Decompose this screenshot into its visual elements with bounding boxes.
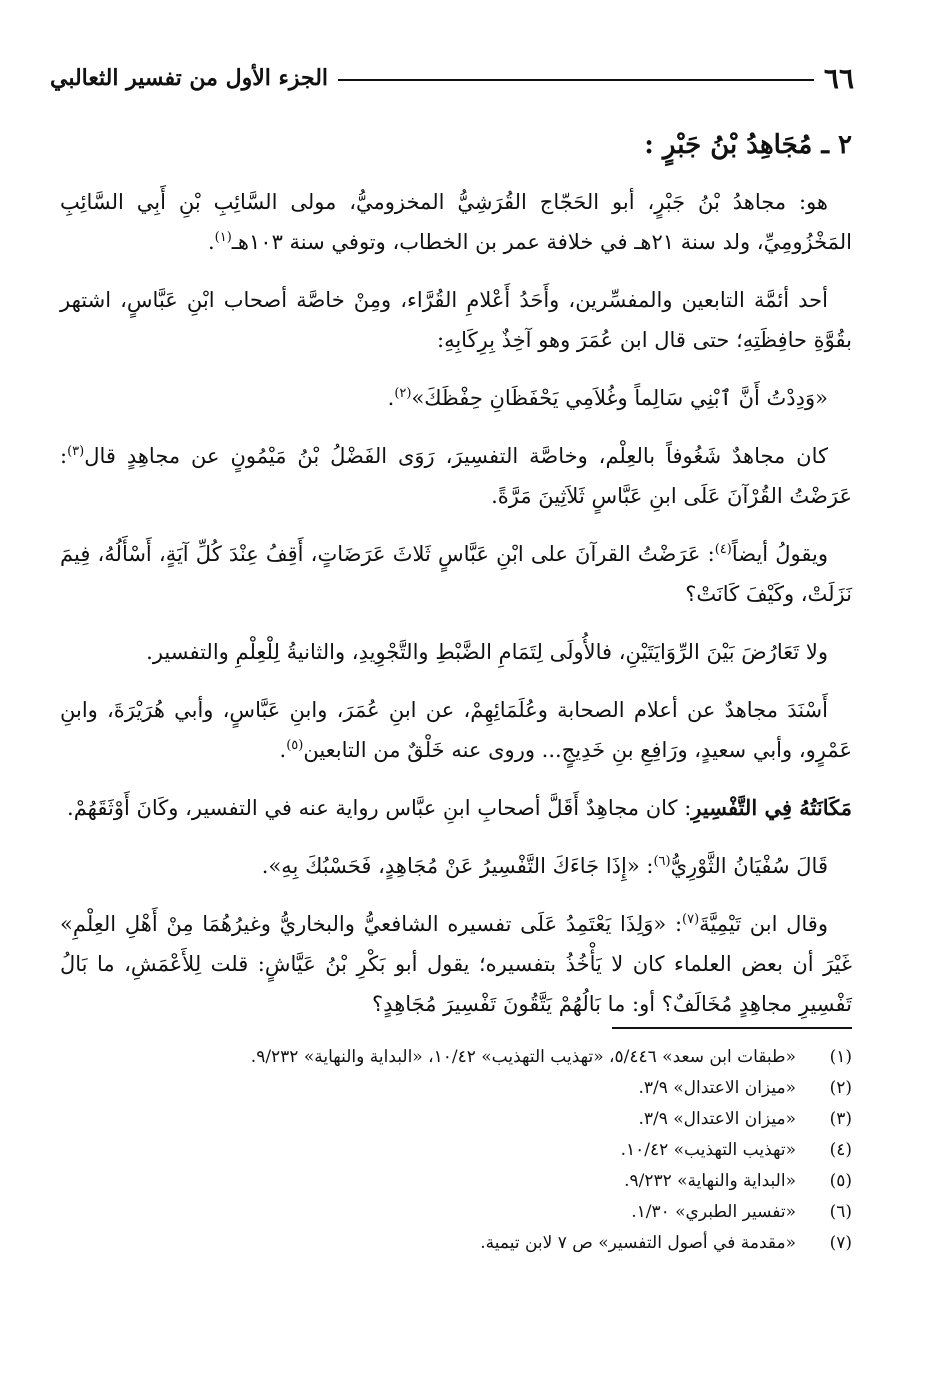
paragraph-also	[60, 534, 852, 614]
paragraph-text: : عَرَضْتُ القُرْآنَ عَلَى ابنِ عَبَّاسٍ ثَلاَثِينَ مَرَّةً.	[60, 444, 852, 508]
section-heading: ٢ ـ مُجَاهِدُ بْنُ جَبْرٍ :	[644, 130, 852, 160]
paragraph-thawri	[60, 846, 852, 886]
footnote-item	[60, 1042, 852, 1073]
footnote-text: «طبقات ابن سعد» ٥/٤٤٦، «تهذيب التهذيب» ١٠/٤٢، «البداية والنهاية» ٩/٢٣٢.	[250, 1047, 796, 1067]
footnote-number: (٦)	[829, 1202, 852, 1222]
paragraph-ibn-taymiyya	[60, 904, 852, 1024]
footnote-text: «البداية والنهاية» ٩/٢٣٢.	[624, 1171, 796, 1191]
footnote-text: «تهذيب التهذيب» ١٠/٤٢.	[620, 1140, 796, 1160]
running-title: الجزء الأول من تفسير الثعالبي	[50, 65, 329, 91]
footnote-item	[60, 1166, 852, 1197]
header-rule	[338, 79, 814, 81]
paragraph-text: ولا تَعَارُضَ بَيْنَ الرِّوَايَتَيْنِ، فالأُولَى لِتَمَامِ الضَّبْطِ والتَّجْوِيدِ، والثانيةُ لِلْعِلْمِ والتفسير.	[146, 640, 828, 664]
footnote-item	[60, 1197, 852, 1228]
footnote-ref[interactable]: (٧)	[682, 912, 700, 927]
paragraph-no-conflict	[60, 632, 852, 672]
footnote-ref[interactable]: (٢)	[394, 386, 412, 401]
page-header	[50, 60, 854, 96]
footnotes	[60, 1042, 852, 1259]
paragraph-standing	[60, 788, 852, 828]
footnote-ref[interactable]: (٦)	[653, 854, 671, 869]
paragraph-text: ويقولُ أيضاً	[731, 542, 828, 566]
footnote-ref[interactable]: (٣)	[67, 444, 85, 459]
footnote-text: «تفسير الطبري» ١/٣٠.	[631, 1202, 796, 1222]
paragraph-text: كان مجاهدٌ شَغُوفاً بالعِلْم، وخاصَّة التفسِيرَ، رَوَى الفَضْلُ بْنُ مَيْمُونٍ عن مجاهِدٍ قال	[84, 444, 828, 468]
subheading-standing: مَكَانَتُهُ فِي التَّفْسِيرِ	[691, 795, 852, 820]
paragraph-text: : عَرَضْتُ القرآنَ على ابْنِ عَبَّاسٍ ثَلاثَ عَرَضَاتٍ، أَقِفُ عِنْدَ كُلِّ آيَةٍ، أَسْأَلُهُ، فِيمَ نَزَلَتْ، وكَيْفَ كَانَتْ؟	[60, 542, 852, 606]
paragraph-text: : «وَلِذَا يَعْتَمِدُ عَلَى تفسيره الشافعيُّ والبخاريُّ وغيرُهُمَا مِنْ أَهْلِ العِلْمِ» غَيْرَ أن بعض العلماء كان لا يَأْخُذُ بتفسيره؛ يقول أبو بَكْرِ بْنُ عَيَّاشٍ: قلت لِلأَعْمَشِ، ما بَالُ تَفْسِيرِ مجاهِدٍ مُخَالَفٌ؟ أو: ما بَالُهُمْ يَتَّقُونَ تَفْسِيرَ مُجَاهِدٍ؟	[60, 912, 852, 1016]
paragraph-text: : كان مجاهِدٌ أَقَلَّ أصحابِ ابنِ عبَّاس رواية عنه في التفسير، وكَانَ أَوْثَقَهُمْ.	[67, 796, 692, 820]
footnote-item	[60, 1135, 852, 1166]
footnote-item	[60, 1228, 852, 1259]
footnote-number: (٢)	[829, 1078, 852, 1098]
footnote-number: (٥)	[829, 1171, 852, 1191]
footnote-text: «ميزان الاعتدال» ٣/٩.	[638, 1109, 796, 1129]
footnote-ref[interactable]: (١)	[214, 230, 232, 245]
footnote-item	[60, 1104, 852, 1135]
paragraph-text: : «إِذَا جَاءَكَ التَّفْسِيرُ عَنْ مُجَاهِدٍ، فَحَسْبُكَ بِهِ».	[261, 854, 654, 878]
footnote-number: (٣)	[829, 1109, 852, 1129]
paragraph-text: أَسْنَدَ مجاهدٌ عن أعلام الصحابة وعُلَمَائِهِمْ، عن ابنِ عُمَرَ، وابنِ عَبَّاسٍ، وأبي هُرَيْرَةَ، وابنِ عَمْرٍو، وأبي سعيدٍ، ورَافِعِ بنِ خَدِيجٍ... وروى عنه خَلْقٌ من التابعين	[60, 698, 852, 762]
footnote-text: «ميزان الاعتدال» ٣/٩.	[638, 1078, 796, 1098]
paragraph-narrations: أَسْنَدَ مجاهدٌ عن أعلام الصحابة وعُلَمَائِهِمْ، عن ابنِ عُمَرَ، وابنِ عَبَّاسٍ، وأبي هُرَيْرَةَ، وابنِ عَمْرٍو، وأبي سعيدٍ، ورَافِعِ بنِ خَدِيجٍ... وروى عنه خَلْقٌ من التابعين$^{(٥)}$.	[60, 698, 852, 762]
paragraph-status	[60, 280, 852, 360]
footnote-number: (٧)	[829, 1233, 852, 1253]
paragraph-text: وقال ابن تَيْمِيَّةَ	[699, 912, 828, 936]
quote-text: «وَدِدْتُ أَنَّ ٱبْنِي سَالِماً وغُلاَمِي يَحْفَظَانِ حِفْظَكَ»	[411, 386, 828, 410]
footnote-item	[60, 1073, 852, 1104]
footnote-number: (١)	[829, 1047, 852, 1067]
quote-ibn-umar: «وَدِدْتُ أَنَّ ٱبْنِي سَالِماً وغُلاَمِي يَحْفَظَانِ حِفْظَكَ»$^{(٢)}$.	[387, 386, 828, 410]
footnote-ref[interactable]: (٤)	[714, 542, 732, 557]
footnote-ref[interactable]: (٥)	[286, 738, 304, 753]
footnote-number: (٤)	[829, 1140, 852, 1160]
paragraph-text: قَالَ سُفْيَانُ الثَّوْرِيُّ	[670, 854, 828, 878]
paragraph-text: أحد أئمَّة التابعين والمفسِّرين، وأَحَدُ أَعْلامِ القُرَّاء، ومِنْ خاصَّة أصحاب ابْنِ عَبَّاسٍ، اشتهر بقُوَّةِ حافِظَتِهِ؛ حتى قال ابن عُمَرَ وهو آخِذٌ بِرِكَابِهِ:	[60, 288, 852, 352]
paragraph-bio: هو: مجاهدُ بْنُ جَبْرٍ، أبو الحَجّاج القُرَشِيُّ المخزوميُّ، مولى السَّائِبِ بْنِ أَبِي السَّائِبِ المَخْزُومِيِّ، ولد سنة ٢١هـ في خلافة عمر بن الخطاب، وتوفي سنة ١٠٣هـ$^{(١)}$.	[60, 190, 852, 254]
paragraph-text: هو: مجاهدُ بْنُ جَبْرٍ، أبو الحَجّاج القُرَشِيُّ المخزوميُّ، مولى السَّائِبِ بْنِ أَبِي السَّائِبِ المَخْزُومِيِّ، ولد سنة ٢١هـ في خلافة عمر بن الخطاب، وتوفي سنة ١٠٣هـ	[60, 190, 852, 254]
footnote-rule	[612, 1027, 852, 1029]
footnote-text: «مقدمة في أصول التفسير» ص ٧ لابن تيمية.	[480, 1233, 796, 1253]
page-number: ٦٦	[823, 61, 854, 95]
body-text	[60, 182, 852, 1042]
paragraph-passion	[60, 436, 852, 516]
